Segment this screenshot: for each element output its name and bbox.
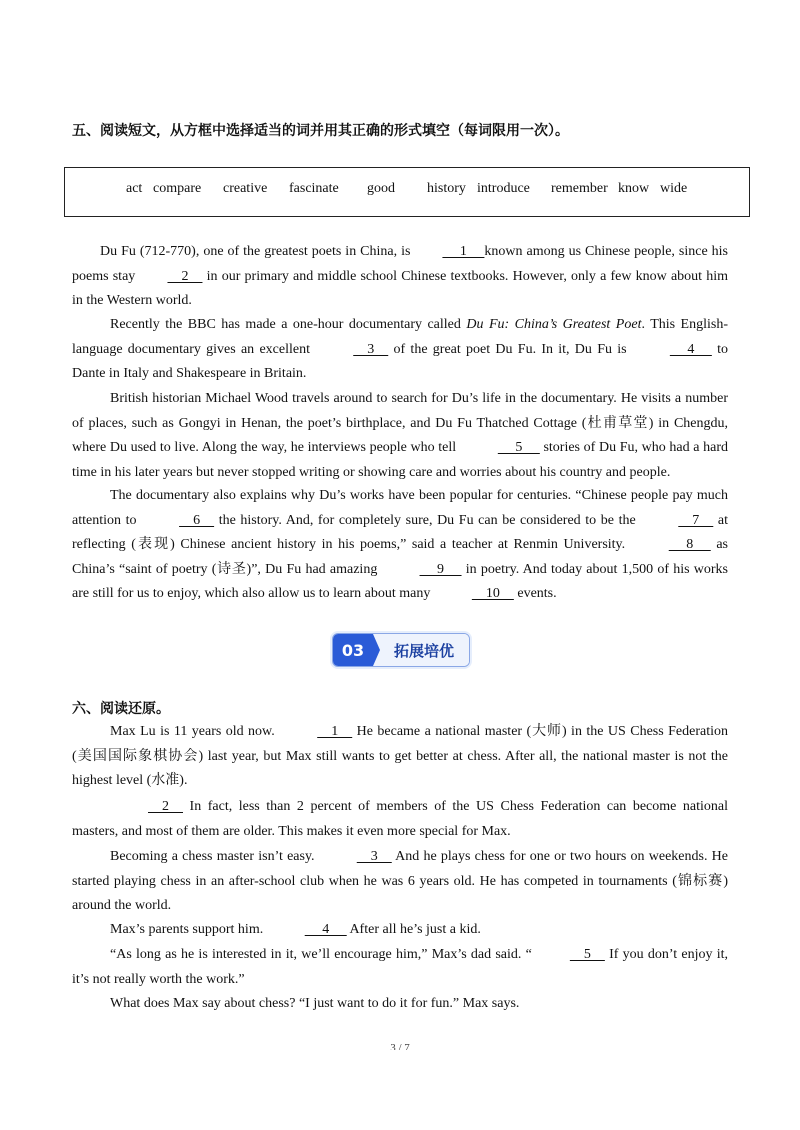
section6-title: 六、阅读还原。 — [72, 701, 170, 717]
word-compare: compare — [153, 181, 202, 196]
blank-8: 8 — [668, 537, 711, 553]
blank-6: 6 — [179, 512, 215, 528]
section-badge — [332, 633, 470, 667]
blank-10: 10 — [471, 586, 514, 602]
passage2-paragraph-5: “As long as he is interested in it, we’ll encourage him,” Max’s dad said. “ 5 If you don’t enjoy it, it’s not really worth the work.” — [72, 943, 728, 992]
section5-title: 五、阅读短文，从方框中选择适当的词并用其正确的形式填空（每词限用一次）。 — [72, 123, 569, 139]
word-creative: creative — [223, 181, 268, 196]
s6-blank-1: 1 — [317, 724, 353, 739]
word-good: good — [367, 181, 395, 196]
word-box — [64, 167, 750, 217]
passage2-paragraph-6: What does Max say about chess? “I just want to do it for fun.” Max says. — [110, 996, 520, 1011]
word-act: act — [126, 181, 143, 196]
blank-1: 1 — [442, 244, 485, 259]
blank-3: 3 — [353, 341, 389, 357]
blank-5: 5 — [497, 440, 540, 456]
documentary-title: Du Fu: China’s Greatest Poet — [466, 317, 642, 332]
passage2-paragraph-3: Becoming a chess master isn’t easy. 3 And he plays chess for one or two hours on weekends. He started playing chess in an after-school club when he was 6 years old. He has competed in tournaments (锦标赛) around the world. — [72, 845, 728, 919]
blank-4: 4 — [669, 341, 712, 357]
s6-blank-2: 2 — [148, 799, 183, 814]
word-introduce: introduce — [477, 181, 530, 196]
word-fascinate: fascinate — [289, 181, 339, 196]
passage1-paragraph-4: The documentary also explains why Du’s works have been popular for centuries. “Chinese people pay much attention to 6 the history. And, for completely sure, Du Fu can be considered to be the 7 at reflecting (表现) Chinese ancient history in his poems,” said a teacher at Renmin University. 8 as China’s “saint of poetry (诗圣)”, Du Fu had amazing 9 in poetry. And today about 1,500 of his works are still for us to enjoy, which also allow us to learn about many 10 events. — [72, 484, 728, 607]
word-remember: remember — [551, 181, 608, 196]
blank-2: 2 — [167, 268, 203, 284]
blank-9: 9 — [419, 561, 462, 577]
word-wide: wide — [660, 181, 688, 196]
passage2-paragraph-2: 2 In fact, less than 2 percent of members of the US Chess Federation can become national masters, and most of them are older. This makes it even more special for Max. — [72, 795, 728, 844]
page-number: 3 / 7 — [390, 1042, 410, 1050]
passage2-paragraph-1: Max Lu is 11 years old now. 1 He became a national master (大师) in the US Chess Federation (美国国际象棋协会) last year, but Max still wants to get better at chess. After all, the national master is not the highest level (水准). — [72, 720, 728, 794]
passage1-paragraph-3: British historian Michael Wood travels around to search for Du’s life in the documentary. He visits a number of places, such as Gongyi in Henan, the poet’s birthplace, and Du Fu Thatched Cottage (杜甫草堂) in Chengdu, where Du used to live. Along the way, he interviews people who tell 5 stories of Du Fu, who had a hard time in his later years but never stopped writing or showing care and worries about his country and people. — [72, 391, 728, 480]
word-history: history — [427, 181, 466, 196]
passage1-paragraph-2: Recently the BBC has made a one-hour documentary called Du Fu: China’s Greatest Poet. This English-language documentary gives an excellent 3 of the great poet Du Fu. In it, Du Fu is 4 to Dante in Italy and Shakespeare in Britain. — [72, 317, 728, 382]
blank-7: 7 — [678, 512, 714, 528]
passage1-paragraph-1: Du Fu (712-770), one of the greatest poets in China, is 1 known among us Chinese people, since his poems stay 2 in our primary and middle school Chinese textbooks. However, only a few know about him in the Western world. — [72, 240, 728, 314]
badge-number: 03 — [333, 634, 373, 666]
word-know: know — [618, 181, 650, 196]
passage2-paragraph-4: Max’s parents support him. 4 After all he’s just a kid. — [72, 918, 728, 943]
badge-label: 拓展培优 — [373, 634, 469, 666]
s6-blank-5: 5 — [569, 947, 605, 962]
s6-blank-3: 3 — [356, 849, 392, 864]
s6-blank-4: 4 — [304, 922, 347, 937]
